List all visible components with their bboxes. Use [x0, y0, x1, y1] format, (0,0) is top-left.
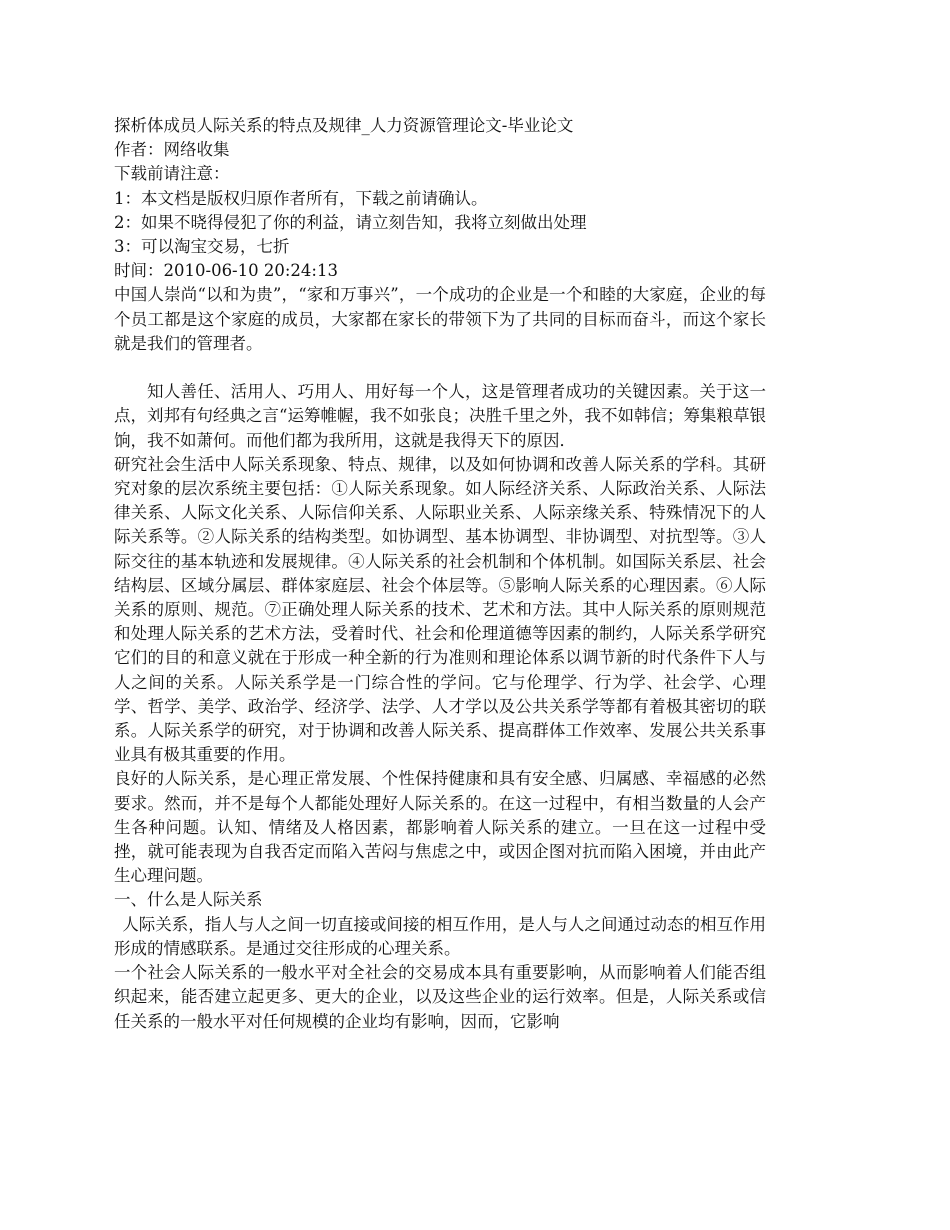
document-author: 作者：网络收集 — [114, 140, 230, 160]
body-paragraph-5: 人际关系，指人与人之间一切直接或间接的相互作用，是人与人之间通过动态的相互作用形成的情感联系。是通过交往形成的心理关系。 — [114, 914, 766, 958]
section-heading: 一、什么是人际关系 — [114, 890, 263, 910]
download-notice-heading: 下载前请注意： — [114, 164, 230, 184]
download-notice-item-3: 3：可以淘宝交易，七折 — [114, 237, 290, 257]
body-paragraph-3: 研究社会生活中人际关系现象、特点、规律，以及如何协调和改善人际关系的学科。其研究对象的层次系统主要包括：①人际关系现象。如人际经济关系、人际政治关系、人际法律关系、人际文化关系、人际信仰关系、人际职业关系、人际亲缘关系、特殊情况下的人际关系等。②人际关系的结构类型。如协调型、基本协调型、非协调型、对抗型等。③人际交往的基本轨迹和发展规律。④人际关系的社会机制和个体机制。如国际关系层、社会结构层、区域分属层、群体家庭层、社会个体层等。⑤影响人际关系的心理因素。⑥人际关系的原则、规范。⑦正确处理人际关系的技术、艺术和方法。其中人际关系的原则规范和处理人际关系的艺术方法，受着时代、社会和伦理道德等因素的制约，人际关系学研究它们的目的和意义就在于形成一种全新的行为准则和理论体系以调节新的时代条件下人与人之间的关系。人际关系学是一门综合性的学问。它与伦理学、行为学、社会学、心理学、哲学、美学、政治学、经济学、法学、人才学以及公共关系学等都有着极其密切的联系。人际关系学的研究，对于协调和改善人际关系、提高群体工作效率、发展公共关系事业具有极其重要的作用。 — [114, 454, 766, 765]
download-notice-item-1: 1：本文档是版权归原作者所有，下载之前请确认。 — [114, 188, 488, 208]
body-paragraph-6: 一个社会人际关系的一般水平对全社会的交易成本具有重要影响，从而影响着人们能否组织起来，能否建立起更多、更大的企业，以及这些企业的运行效率。但是，人际关系或信任关系的一般水平对任何规模的企业均有影响，因而，它影响 — [114, 963, 766, 1031]
body-paragraph-4: 良好的人际关系，是心理正常发展、个性保持健康和具有安全感、归属感、幸福感的必然要求。然而，并不是每个人都能处理好人际关系的。在这一过程中，有相当数量的人会产生各种问题。认知、情绪及人格因素，都影响着人际关系的建立。一旦在这一过程中受挫，就可能表现为自我否定而陷入苦闷与焦虑之中，或因企图对抗而陷入困境，并由此产生心理问题。 — [114, 769, 766, 886]
body-paragraph-2: 知人善任、活用人、巧用人、用好每一个人，这是管理者成功的关键因素。关于这一点，刘邦有句经典之言“运筹帷幄，我不如张良；决胜千里之外，我不如韩信；筹集粮草银饷，我不如萧何。而他们都为我所用，这就是我得天下的原因． — [114, 382, 766, 450]
download-notice-item-2: 2：如果不晓得侵犯了你的利益，请立刻告知，我将立刻做出处理 — [114, 212, 587, 232]
document-page — [114, 114, 766, 1034]
document-title: 探析体成员人际关系的特点及规律_人力资源管理论文-毕业论文 — [114, 116, 574, 135]
body-paragraph-1: 中国人崇尚“以和为贵”，“家和万事兴”，一个成功的企业是一个和睦的大家庭，企业的每个员工都是这个家庭的成员，大家都在家长的带领下为了共同的目标而奋斗，而这个家长就是我们的管理者。 — [114, 285, 766, 353]
paragraph-spacer — [114, 356, 766, 380]
document-timestamp: 时间：2010-06-10 20:24:13 — [114, 261, 338, 281]
